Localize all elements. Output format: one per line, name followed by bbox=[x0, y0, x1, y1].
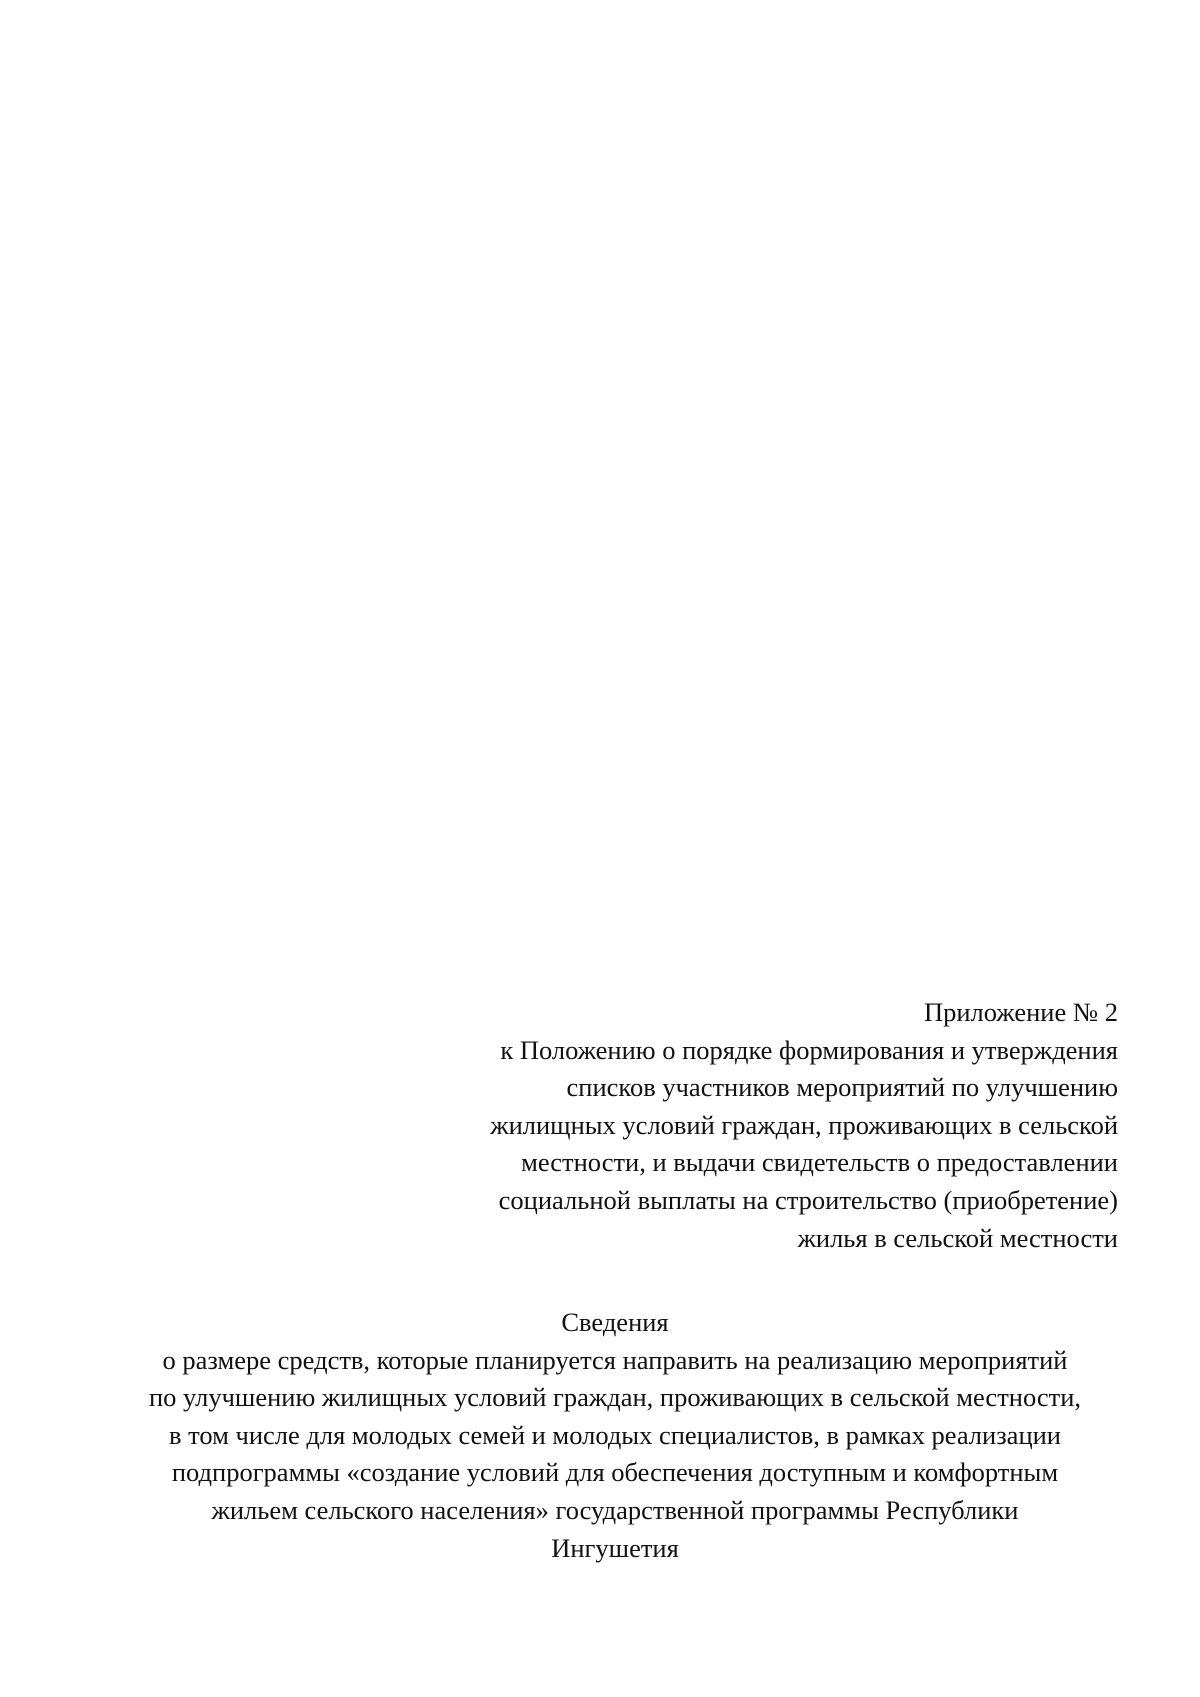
appendix-line: к Положению о порядке формирования и утверждения bbox=[500, 1034, 1118, 1065]
title-line: о размере средств, которые планируется направить на реализацию мероприятий bbox=[162, 1344, 1068, 1375]
title-line: по улучшению жилищных условий граждан, проживающих в сельской местности, bbox=[148, 1382, 1082, 1413]
appendix-line: местности, и выдачи свидетельств о предоставлении bbox=[521, 1147, 1118, 1178]
appendix-line: списков участников мероприятий по улучшению bbox=[566, 1072, 1118, 1103]
appendix-line: жилья в сельской местности bbox=[797, 1222, 1118, 1253]
title-line: Ингушетия bbox=[551, 1532, 679, 1563]
title-line: в том числе для молодых семей и молодых специалистов, в рамках реализации bbox=[168, 1419, 1061, 1450]
title-line: подпрограммы «создание условий для обеспечения доступным и комфортным bbox=[171, 1457, 1059, 1488]
appendix-line: жилищных условий граждан, проживающих в сельской bbox=[490, 1109, 1118, 1140]
document-title bbox=[0, 1304, 1200, 1567]
appendix-line: социальной выплаты на строительство (приобретение) bbox=[498, 1184, 1118, 1215]
appendix-reference bbox=[398, 994, 1118, 1257]
title-heading: Сведения bbox=[561, 1307, 669, 1337]
title-line: жильем сельского населения» государственной программы Республики bbox=[211, 1494, 1019, 1525]
appendix-number: Приложение № 2 bbox=[923, 997, 1118, 1027]
